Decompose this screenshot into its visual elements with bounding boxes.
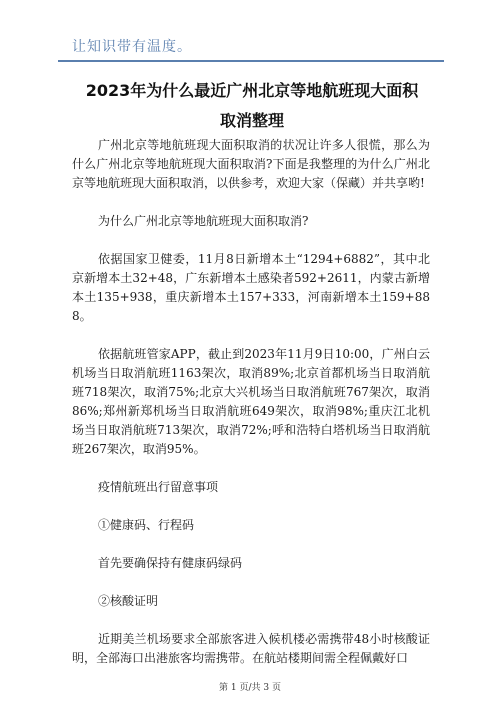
document-body — [72, 136, 430, 687]
paragraph-case-stats: 依据国家卫健委，11月8日新增本土“1294+6882”，其中北京新增本土32+48，广东新增本土感染者592+2611，内蒙古新增本土135+938，重庆新增本土157+333，河南新增本土159+888。 — [72, 252, 430, 323]
paragraph-intro: 广州北京等地航班现大面积取消的状况让许多人很慌，那么为什么广州北京等地航班现大面积取消?下面是我整理的为什么广州北京等地航班现大面积取消，以供参考，欢迎大家（保藏）并共享哟! — [72, 138, 430, 190]
document-title: 2023年为什么最近广州北京等地航班现大面积取消整理 — [85, 81, 419, 130]
paragraph-green-code: 首先要确保持有健康码绿码 — [98, 556, 243, 570]
paragraph-airport-rules: 近期美兰机场要求全部旅客进入候机楼必需携带48小时核酸证明，全部海口出港旅客均需携带。在航站楼期间需全程佩戴好口 — [72, 632, 430, 665]
header-slogan: 让知识带有温度。 — [72, 39, 192, 55]
section-heading-travel-notes: 疫情航班出行留意事项 — [98, 480, 219, 494]
paragraph-question: 为什么广州北京等地航班现大面积取消? — [98, 214, 309, 228]
item-nucleic-test: ②核酸证明 — [98, 594, 159, 608]
page-header — [0, 0, 500, 62]
page-number: 第 1 页/共 3 页 — [219, 683, 281, 693]
item-health-code: ①健康码、行程码 — [98, 518, 195, 532]
header-divider — [58, 60, 444, 62]
paragraph-flight-stats: 依据航班管家APP，截止到2023年11月9日10:00，广州白云机场当日取消航班1163架次，取消89%;北京首都机场当日取消航班718架次，取消75%;北京大兴机场当日取消航班767架次，取消86%;郑州新郑机场当日取消航班649架次，取消98%;重庆江北机场当日取消航班713架次，取消72%;呼和浩特白塔机场当日取消航班267架次，取消95%。 — [72, 347, 430, 456]
